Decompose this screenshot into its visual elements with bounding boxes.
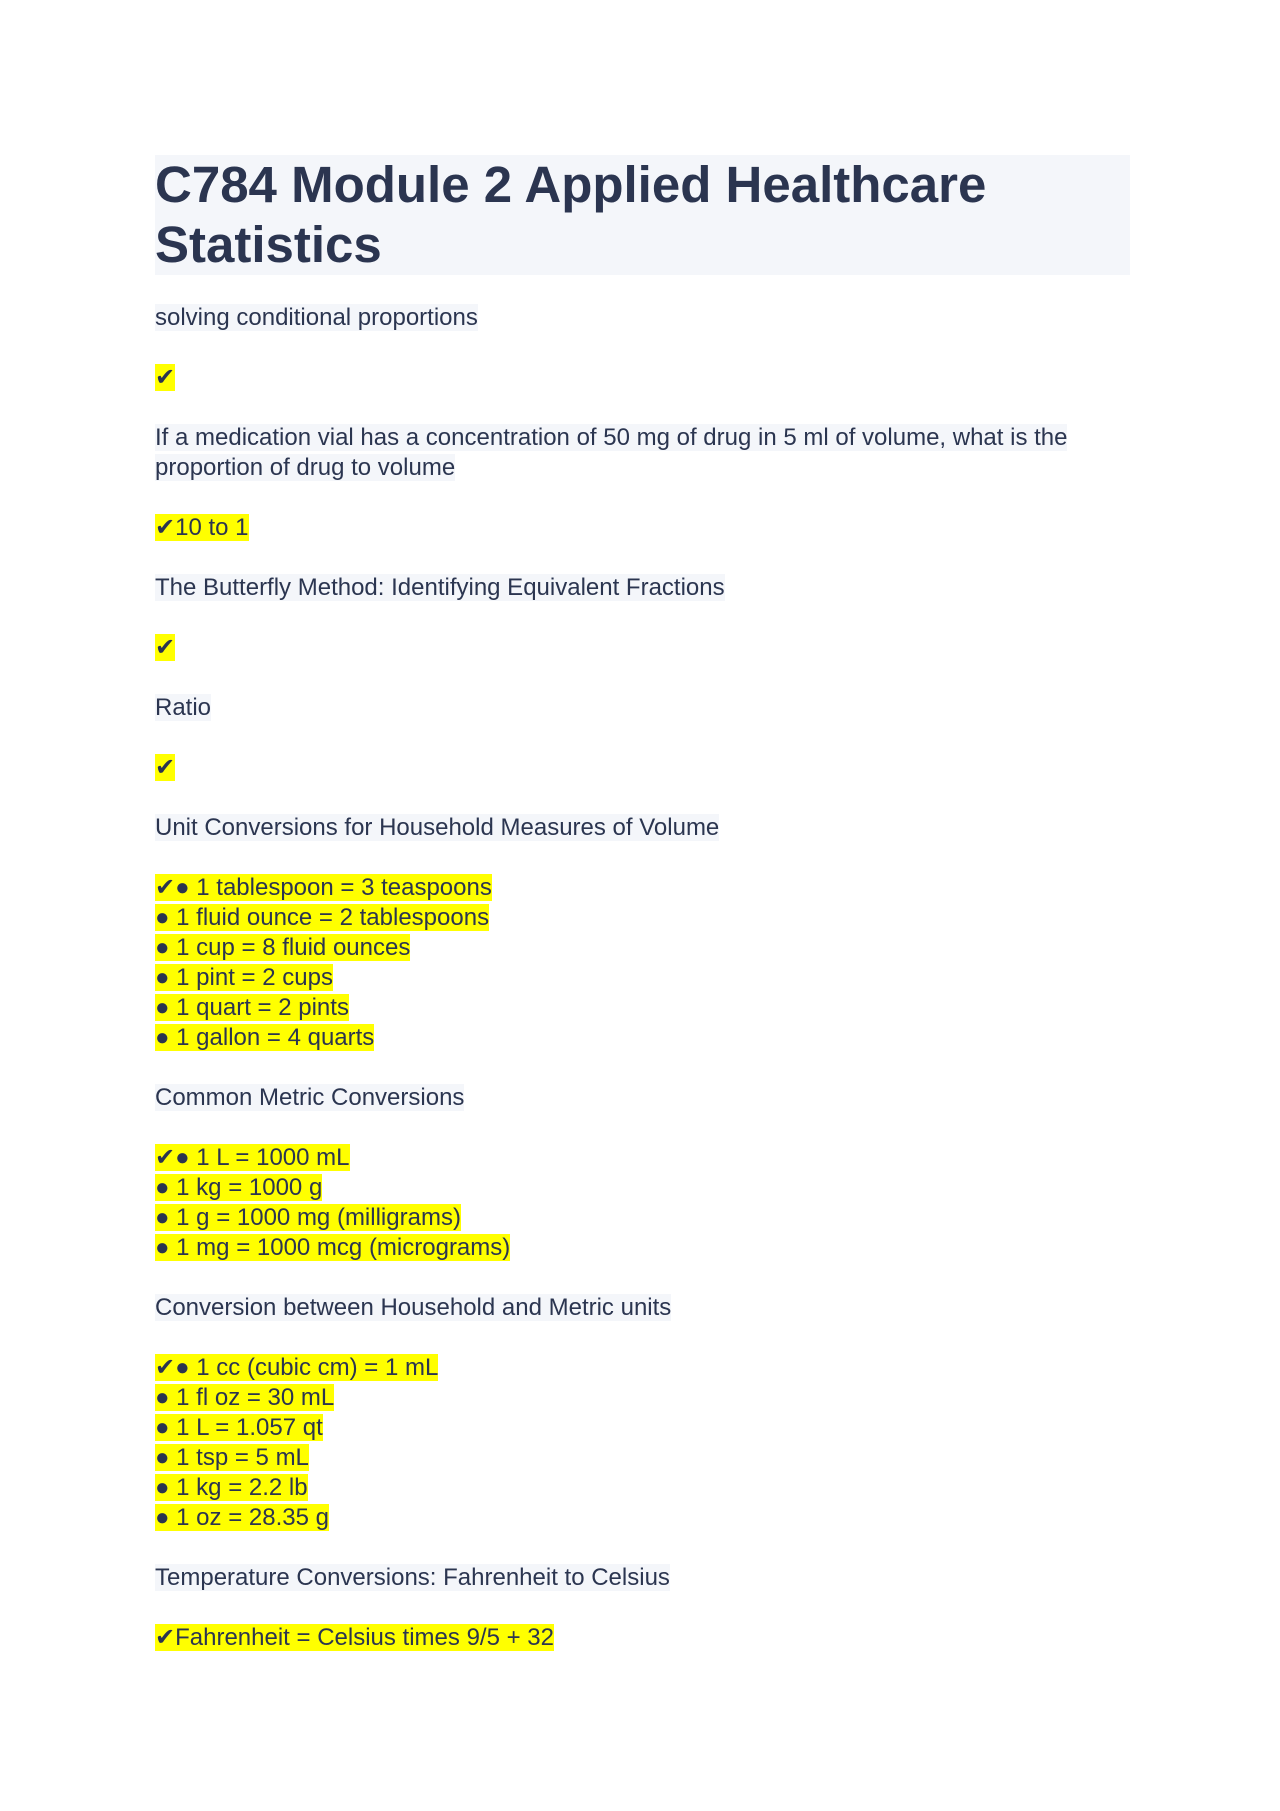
card-answer: [155, 753, 1130, 783]
question-text: Conversion between Household and Metric units: [155, 1294, 672, 1321]
card-question: [155, 813, 1130, 843]
document-content: [155, 155, 1130, 1683]
answer-text: ● 1 L = 1.057 qt: [155, 1414, 323, 1441]
answer-line: [155, 1623, 1130, 1653]
question-text: The Butterfly Method: Identifying Equivalent Fractions: [155, 574, 725, 601]
document-title: C784 Module 2 Applied Healthcare Statistics: [155, 156, 987, 273]
answer-text: ✔● 1 L = 1000 mL: [155, 1144, 350, 1171]
answer-text: ● 1 fluid ounce = 2 tablespoons: [155, 904, 490, 931]
card-answer: [155, 513, 1130, 543]
answer-text: ● 1 tsp = 5 mL: [155, 1444, 309, 1471]
answer-text: ✔: [155, 364, 176, 391]
answer-text: ✔● 1 tablespoon = 3 teaspoons: [155, 874, 492, 901]
question-text: Common Metric Conversions: [155, 1084, 465, 1111]
answer-text: ● 1 quart = 2 pints: [155, 994, 349, 1021]
answer-line: [155, 1353, 1130, 1383]
card-question: [155, 423, 1130, 483]
card-question: [155, 1563, 1130, 1593]
answer-text: ● 1 pint = 2 cups: [155, 964, 333, 991]
card-question: [155, 1293, 1130, 1323]
answer-line: [155, 753, 1130, 783]
answer-line: [155, 1383, 1130, 1413]
question-text: Ratio: [155, 694, 212, 721]
answer-line: [155, 1143, 1130, 1173]
card-answer: [155, 873, 1130, 1053]
card-question: [155, 303, 1130, 333]
question-text: solving conditional proportions: [155, 304, 478, 331]
card-answer: [155, 633, 1130, 663]
title-box: [155, 155, 1130, 275]
answer-text: ● 1 gallon = 4 quarts: [155, 1024, 375, 1051]
answer-line: [155, 933, 1130, 963]
answer-line: [155, 1413, 1130, 1443]
answer-text: ● 1 cup = 8 fluid ounces: [155, 934, 411, 961]
answer-text: ● 1 mg = 1000 mcg (micrograms): [155, 1234, 511, 1261]
answer-text: ● 1 oz = 28.35 g: [155, 1504, 329, 1531]
answer-text: ✔10 to 1: [155, 514, 249, 541]
answer-text: ● 1 g = 1000 mg (milligrams): [155, 1204, 461, 1231]
card-question: [155, 693, 1130, 723]
answer-text: ● 1 kg = 2.2 lb: [155, 1474, 308, 1501]
answer-line: [155, 1023, 1130, 1053]
card-answer: [155, 1623, 1130, 1653]
answer-line: [155, 1503, 1130, 1533]
answer-text: ● 1 fl oz = 30 mL: [155, 1384, 335, 1411]
answer-line: [155, 963, 1130, 993]
answer-text: ● 1 kg = 1000 g: [155, 1174, 323, 1201]
question-text: Temperature Conversions: Fahrenheit to Celsius: [155, 1564, 670, 1591]
answer-line: [155, 1203, 1130, 1233]
flashcard-list: [155, 303, 1130, 1653]
card-answer: [155, 363, 1130, 393]
answer-text: ✔: [155, 634, 176, 661]
answer-line: [155, 513, 1130, 543]
answer-line: [155, 993, 1130, 1023]
answer-line: [155, 1443, 1130, 1473]
answer-line: [155, 1473, 1130, 1503]
answer-line: [155, 363, 1130, 393]
card-answer: [155, 1143, 1130, 1263]
answer-text: ✔: [155, 754, 176, 781]
question-text: Unit Conversions for Household Measures of Volume: [155, 814, 720, 841]
answer-text: ✔● 1 cc (cubic cm) = 1 mL: [155, 1354, 439, 1381]
answer-line: [155, 1233, 1130, 1263]
card-question: [155, 1083, 1130, 1113]
answer-line: [155, 873, 1130, 903]
card-question: [155, 573, 1130, 603]
question-text: If a medication vial has a concentration of 50 mg of drug in 5 ml of volume, what is the proportion of drug to volume: [155, 424, 1068, 481]
answer-line: [155, 1173, 1130, 1203]
answer-line: [155, 633, 1130, 663]
answer-line: [155, 903, 1130, 933]
card-answer: [155, 1353, 1130, 1533]
answer-text: ✔Fahrenheit = Celsius times 9/5 + 32: [155, 1624, 554, 1651]
